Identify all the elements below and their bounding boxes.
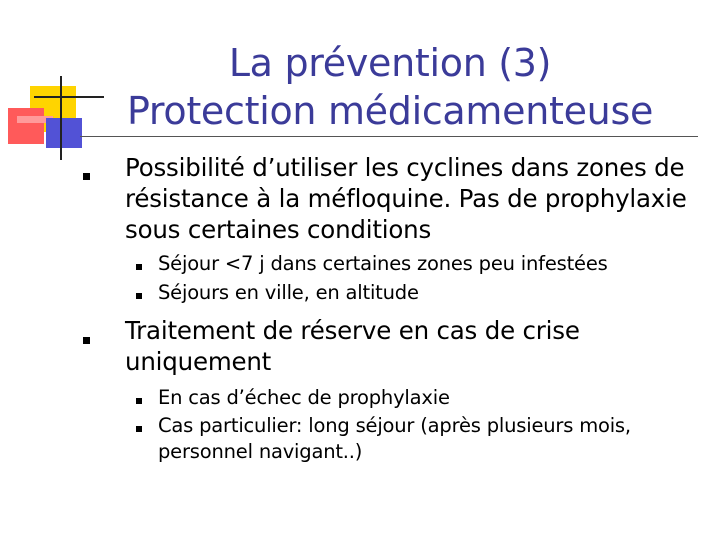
bullet-1-line-3: sous certaines conditions: [125, 215, 432, 244]
bullet-1-sub-1: Séjour <7 j dans certaines zones peu infestées: [158, 252, 608, 275]
bullet-icon: [83, 173, 90, 180]
sub-bullet-icon: [136, 426, 142, 432]
logo-horizontal-line: [34, 96, 104, 98]
sub-bullet-icon: [136, 293, 142, 299]
bullet-1-sub-2: Séjours en ville, en altitude: [158, 281, 419, 304]
slide-title-line-1: La prévention (3): [228, 41, 552, 85]
logo-red-square: [8, 108, 44, 144]
bullet-1-line-2: résistance à la méfloquine. Pas de prophylaxie: [125, 184, 687, 213]
slide-title-line-2: Protection médicamenteuse: [126, 89, 654, 133]
decorative-logo: [0, 0, 120, 170]
bullet-1-line-1: Possibilité d’utiliser les cyclines dans zones de: [125, 153, 685, 182]
bullet-2-sub-1: En cas d’échec de prophylaxie: [158, 386, 450, 409]
bullet-2-line-2: uniquement: [125, 347, 272, 376]
bullet-2-sub-2: Cas particulier: long séjour (après plusieurs mois,: [158, 414, 631, 437]
bullet-2-sub-3: personnel navigant..): [158, 440, 363, 463]
sub-bullet-icon: [136, 398, 142, 404]
bullet-icon: [83, 337, 90, 344]
bullet-2-line-1: Traitement de réserve en cas de crise: [125, 316, 580, 345]
logo-blue-square: [46, 118, 82, 148]
sub-bullet-icon: [136, 264, 142, 270]
title-divider: [80, 136, 698, 137]
logo-vertical-line: [60, 76, 62, 160]
